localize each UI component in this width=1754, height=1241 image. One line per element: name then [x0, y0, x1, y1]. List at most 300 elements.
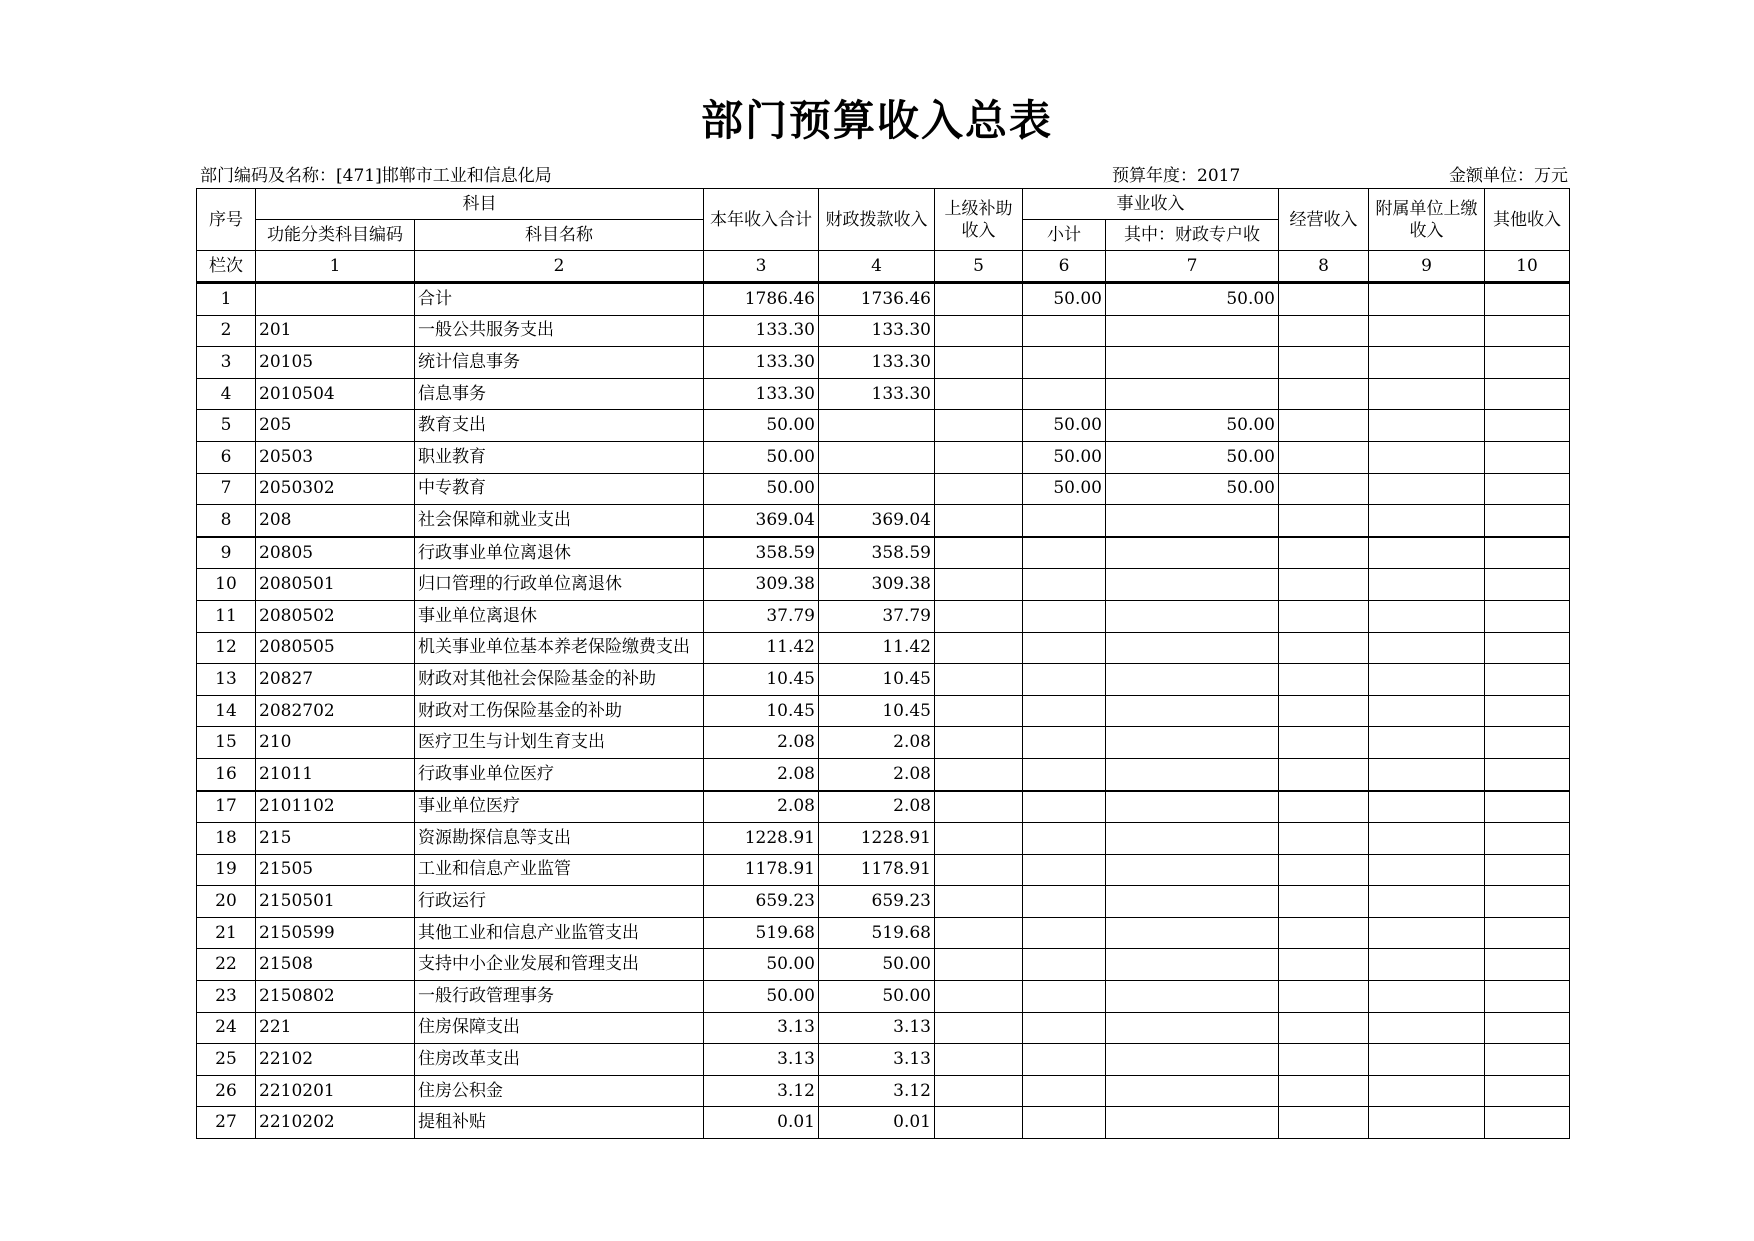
cell-func-code: 215 — [256, 823, 415, 855]
cell-total: 1786.46 — [704, 283, 819, 316]
cell-seq: 3 — [197, 347, 256, 379]
table-row — [197, 854, 1570, 886]
cell-fiscal-special — [1106, 537, 1279, 569]
cell-operating — [1279, 410, 1369, 442]
cell-superior — [935, 981, 1023, 1013]
cell-total: 133.30 — [704, 315, 819, 347]
cell-affiliated — [1369, 1044, 1485, 1076]
cell-func-code: 2080505 — [256, 632, 415, 664]
cell-superior — [935, 1075, 1023, 1107]
cell-total: 3.13 — [704, 1012, 819, 1044]
cell-total: 3.12 — [704, 1075, 819, 1107]
page-title: 部门预算收入总表 — [700, 96, 1053, 145]
table-row — [197, 347, 1570, 379]
cell-other — [1485, 347, 1570, 379]
cell-func-code: 20805 — [256, 537, 415, 569]
cell-operating — [1279, 854, 1369, 886]
header-total: 本年收入合计 — [704, 189, 819, 251]
cell-superior — [935, 949, 1023, 981]
cell-superior — [935, 347, 1023, 379]
cell-fiscal: 2.08 — [819, 791, 935, 823]
cell-seq: 15 — [197, 727, 256, 759]
cell-fiscal-special — [1106, 632, 1279, 664]
table-row — [197, 1107, 1570, 1139]
cell-fiscal-special — [1106, 758, 1279, 790]
cell-seq: 27 — [197, 1107, 256, 1139]
header-row — [197, 189, 1570, 220]
cell-fiscal: 659.23 — [819, 886, 935, 918]
table-row — [197, 473, 1570, 505]
cell-seq: 21 — [197, 917, 256, 949]
cell-operating — [1279, 1107, 1369, 1139]
cell-fiscal-special — [1106, 600, 1279, 632]
header-affiliated: 附属单位上缴收入 — [1369, 189, 1485, 251]
cell-affiliated — [1369, 505, 1485, 537]
cell-operating — [1279, 632, 1369, 664]
cell-fiscal: 133.30 — [819, 347, 935, 379]
cell-superior — [935, 791, 1023, 823]
table-row — [197, 1044, 1570, 1076]
cell-fiscal: 1228.91 — [819, 823, 935, 855]
cell-affiliated — [1369, 727, 1485, 759]
cell-func-code: 205 — [256, 410, 415, 442]
cell-affiliated — [1369, 537, 1485, 569]
cell-func-code — [256, 283, 415, 316]
table-body — [197, 283, 1570, 1139]
cell-seq: 9 — [197, 537, 256, 569]
cell-total: 10.45 — [704, 695, 819, 727]
cell-subtotal — [1023, 917, 1106, 949]
cell-subject-name: 财政对其他社会保险基金的补助 — [415, 664, 704, 696]
cell-fiscal: 50.00 — [819, 981, 935, 1013]
cell-superior — [935, 569, 1023, 601]
cell-fiscal-special — [1106, 886, 1279, 918]
cell-subject-name: 住房公积金 — [415, 1075, 704, 1107]
cell-total: 50.00 — [704, 981, 819, 1013]
cell-total: 133.30 — [704, 347, 819, 379]
cell-func-code: 2050302 — [256, 473, 415, 505]
cell-seq: 1 — [197, 283, 256, 316]
cell-seq: 2 — [197, 315, 256, 347]
cell-affiliated — [1369, 1012, 1485, 1044]
cell-func-code: 2210202 — [256, 1107, 415, 1139]
cell-superior — [935, 283, 1023, 316]
cell-affiliated — [1369, 347, 1485, 379]
cell-other — [1485, 569, 1570, 601]
cell-subject-name: 社会保障和就业支出 — [415, 505, 704, 537]
cell-subject-name: 资源勘探信息等支出 — [415, 823, 704, 855]
cell-fiscal-special — [1106, 505, 1279, 537]
cell-operating — [1279, 981, 1369, 1013]
cell-other — [1485, 854, 1570, 886]
cell-subtotal: 50.00 — [1023, 473, 1106, 505]
cell-affiliated — [1369, 949, 1485, 981]
cell-other — [1485, 1044, 1570, 1076]
table-row — [197, 537, 1570, 569]
cell-affiliated — [1369, 664, 1485, 696]
cell-func-code: 21508 — [256, 949, 415, 981]
cell-seq: 4 — [197, 378, 256, 410]
cell-subtotal — [1023, 1044, 1106, 1076]
cell-seq: 26 — [197, 1075, 256, 1107]
cell-affiliated — [1369, 315, 1485, 347]
cell-fiscal-special — [1106, 347, 1279, 379]
cell-other — [1485, 441, 1570, 473]
cell-superior — [935, 1012, 1023, 1044]
header-subject-name: 科目名称 — [415, 220, 704, 251]
cell-operating — [1279, 1075, 1369, 1107]
cell-other — [1485, 758, 1570, 790]
cell-other — [1485, 791, 1570, 823]
cell-subject-name: 工业和信息产业监管 — [415, 854, 704, 886]
cell-affiliated — [1369, 441, 1485, 473]
cell-superior — [935, 378, 1023, 410]
cell-func-code: 21505 — [256, 854, 415, 886]
cell-other — [1485, 283, 1570, 316]
amount-unit-label: 金额单位：万元 — [1449, 166, 1568, 186]
cell-other — [1485, 1107, 1570, 1139]
cell-subject-name: 住房改革支出 — [415, 1044, 704, 1076]
cell-operating — [1279, 378, 1369, 410]
budget-year-label: 预算年度：2017 — [1112, 166, 1241, 186]
cell-subtotal — [1023, 886, 1106, 918]
cell-affiliated — [1369, 791, 1485, 823]
column-number: 7 — [1106, 251, 1279, 283]
cell-fiscal: 11.42 — [819, 632, 935, 664]
cell-total: 2.08 — [704, 727, 819, 759]
cell-fiscal: 1178.91 — [819, 854, 935, 886]
cell-superior — [935, 727, 1023, 759]
column-number: 5 — [935, 251, 1023, 283]
cell-seq: 5 — [197, 410, 256, 442]
cell-fiscal-special — [1106, 791, 1279, 823]
cell-total: 50.00 — [704, 949, 819, 981]
cell-total: 358.59 — [704, 537, 819, 569]
cell-fiscal: 10.45 — [819, 695, 935, 727]
cell-fiscal — [819, 473, 935, 505]
cell-operating — [1279, 695, 1369, 727]
cell-total: 50.00 — [704, 441, 819, 473]
cell-seq: 24 — [197, 1012, 256, 1044]
column-number: 1 — [256, 251, 415, 283]
table-row — [197, 664, 1570, 696]
cell-superior — [935, 823, 1023, 855]
cell-subject-name: 医疗卫生与计划生育支出 — [415, 727, 704, 759]
cell-subtotal — [1023, 854, 1106, 886]
cell-operating — [1279, 347, 1369, 379]
cell-seq: 19 — [197, 854, 256, 886]
cell-superior — [935, 315, 1023, 347]
cell-total: 2.08 — [704, 791, 819, 823]
cell-fiscal-special: 50.00 — [1106, 441, 1279, 473]
cell-subtotal — [1023, 695, 1106, 727]
cell-other — [1485, 632, 1570, 664]
cell-subtotal: 50.00 — [1023, 441, 1106, 473]
cell-func-code: 22102 — [256, 1044, 415, 1076]
cell-subject-name: 事业单位离退休 — [415, 600, 704, 632]
cell-operating — [1279, 537, 1369, 569]
column-number-label: 栏次 — [197, 251, 256, 283]
cell-affiliated — [1369, 283, 1485, 316]
cell-seq: 20 — [197, 886, 256, 918]
cell-operating — [1279, 949, 1369, 981]
table-row — [197, 695, 1570, 727]
cell-other — [1485, 505, 1570, 537]
cell-subject-name: 统计信息事务 — [415, 347, 704, 379]
table-row — [197, 823, 1570, 855]
cell-func-code: 2210201 — [256, 1075, 415, 1107]
cell-fiscal-special — [1106, 695, 1279, 727]
cell-operating — [1279, 664, 1369, 696]
cell-total: 2.08 — [704, 758, 819, 790]
cell-func-code: 2101102 — [256, 791, 415, 823]
cell-subject-name: 教育支出 — [415, 410, 704, 442]
table-row — [197, 1075, 1570, 1107]
cell-subtotal — [1023, 505, 1106, 537]
cell-total: 50.00 — [704, 410, 819, 442]
cell-superior — [935, 758, 1023, 790]
cell-seq: 16 — [197, 758, 256, 790]
cell-other — [1485, 410, 1570, 442]
cell-total: 0.01 — [704, 1107, 819, 1139]
table-row — [197, 315, 1570, 347]
cell-superior — [935, 1107, 1023, 1139]
cell-operating — [1279, 917, 1369, 949]
cell-fiscal-special: 50.00 — [1106, 410, 1279, 442]
cell-other — [1485, 664, 1570, 696]
cell-fiscal: 133.30 — [819, 315, 935, 347]
table-row — [197, 410, 1570, 442]
header-other: 其他收入 — [1485, 189, 1570, 251]
cell-fiscal-special — [1106, 823, 1279, 855]
cell-subject-name: 合计 — [415, 283, 704, 316]
cell-operating — [1279, 473, 1369, 505]
cell-fiscal: 10.45 — [819, 664, 935, 696]
cell-subtotal: 50.00 — [1023, 410, 1106, 442]
table-row — [197, 791, 1570, 823]
cell-total: 10.45 — [704, 664, 819, 696]
cell-superior — [935, 886, 1023, 918]
cell-fiscal-special — [1106, 854, 1279, 886]
cell-fiscal: 0.01 — [819, 1107, 935, 1139]
cell-func-code: 2080502 — [256, 600, 415, 632]
table-row — [197, 600, 1570, 632]
cell-subject-name: 行政运行 — [415, 886, 704, 918]
cell-subtotal — [1023, 981, 1106, 1013]
cell-other — [1485, 949, 1570, 981]
column-number-row — [197, 251, 1570, 283]
cell-operating — [1279, 758, 1369, 790]
cell-affiliated — [1369, 695, 1485, 727]
cell-other — [1485, 378, 1570, 410]
cell-seq: 17 — [197, 791, 256, 823]
table-header — [197, 189, 1570, 283]
cell-affiliated — [1369, 569, 1485, 601]
cell-fiscal-special — [1106, 1107, 1279, 1139]
cell-affiliated — [1369, 854, 1485, 886]
cell-other — [1485, 727, 1570, 759]
cell-operating — [1279, 505, 1369, 537]
cell-operating — [1279, 1044, 1369, 1076]
cell-operating — [1279, 441, 1369, 473]
cell-operating — [1279, 886, 1369, 918]
cell-fiscal — [819, 441, 935, 473]
cell-subject-name: 一般行政管理事务 — [415, 981, 704, 1013]
cell-total: 37.79 — [704, 600, 819, 632]
cell-other — [1485, 537, 1570, 569]
cell-other — [1485, 695, 1570, 727]
cell-operating — [1279, 315, 1369, 347]
cell-func-code: 2150802 — [256, 981, 415, 1013]
cell-other — [1485, 600, 1570, 632]
cell-func-code: 208 — [256, 505, 415, 537]
cell-fiscal: 133.30 — [819, 378, 935, 410]
cell-func-code: 2150501 — [256, 886, 415, 918]
cell-fiscal: 369.04 — [819, 505, 935, 537]
cell-total: 519.68 — [704, 917, 819, 949]
cell-total: 659.23 — [704, 886, 819, 918]
cell-superior — [935, 695, 1023, 727]
cell-subject-name: 机关事业单位基本养老保险缴费支出 — [415, 632, 704, 664]
cell-func-code: 2082702 — [256, 695, 415, 727]
cell-other — [1485, 473, 1570, 505]
header-seq: 序号 — [197, 189, 256, 251]
cell-fiscal: 50.00 — [819, 949, 935, 981]
cell-superior — [935, 441, 1023, 473]
cell-subject-name: 一般公共服务支出 — [415, 315, 704, 347]
cell-seq: 11 — [197, 600, 256, 632]
cell-total: 1228.91 — [704, 823, 819, 855]
cell-subtotal: 50.00 — [1023, 283, 1106, 316]
cell-other — [1485, 1075, 1570, 1107]
header-fiscal-special: 其中：财政专户收 — [1106, 220, 1279, 251]
table-row — [197, 441, 1570, 473]
cell-fiscal: 37.79 — [819, 600, 935, 632]
cell-func-code: 221 — [256, 1012, 415, 1044]
cell-subject-name: 住房保障支出 — [415, 1012, 704, 1044]
cell-fiscal-special — [1106, 1044, 1279, 1076]
cell-subject-name: 其他工业和信息产业监管支出 — [415, 917, 704, 949]
column-number: 10 — [1485, 251, 1570, 283]
cell-seq: 23 — [197, 981, 256, 1013]
header-superior: 上级补助收入 — [935, 189, 1023, 251]
table-row — [197, 569, 1570, 601]
cell-fiscal-special: 50.00 — [1106, 283, 1279, 316]
cell-fiscal: 3.12 — [819, 1075, 935, 1107]
cell-func-code: 210 — [256, 727, 415, 759]
cell-fiscal: 2.08 — [819, 727, 935, 759]
cell-affiliated — [1369, 378, 1485, 410]
cell-subject-name: 提租补贴 — [415, 1107, 704, 1139]
cell-operating — [1279, 791, 1369, 823]
cell-subject-name: 职业教育 — [415, 441, 704, 473]
column-number: 6 — [1023, 251, 1106, 283]
cell-subtotal — [1023, 632, 1106, 664]
table-row — [197, 981, 1570, 1013]
cell-other — [1485, 886, 1570, 918]
table-row — [197, 378, 1570, 410]
table-row — [197, 283, 1570, 316]
cell-affiliated — [1369, 886, 1485, 918]
cell-subtotal — [1023, 949, 1106, 981]
cell-seq: 22 — [197, 949, 256, 981]
cell-total: 369.04 — [704, 505, 819, 537]
cell-func-code: 201 — [256, 315, 415, 347]
cell-total: 309.38 — [704, 569, 819, 601]
cell-subtotal — [1023, 378, 1106, 410]
cell-fiscal-special — [1106, 315, 1279, 347]
cell-subtotal — [1023, 823, 1106, 855]
column-number: 2 — [415, 251, 704, 283]
column-number: 3 — [704, 251, 819, 283]
cell-operating — [1279, 569, 1369, 601]
cell-seq: 14 — [197, 695, 256, 727]
cell-fiscal: 3.13 — [819, 1044, 935, 1076]
cell-seq: 8 — [197, 505, 256, 537]
cell-other — [1485, 823, 1570, 855]
cell-seq: 25 — [197, 1044, 256, 1076]
cell-affiliated — [1369, 981, 1485, 1013]
cell-affiliated — [1369, 632, 1485, 664]
cell-subtotal — [1023, 600, 1106, 632]
budget-income-table — [196, 188, 1570, 1139]
table-row — [197, 727, 1570, 759]
cell-affiliated — [1369, 410, 1485, 442]
cell-fiscal-special: 50.00 — [1106, 473, 1279, 505]
cell-subject-name: 中专教育 — [415, 473, 704, 505]
header-operating: 经营收入 — [1279, 189, 1369, 251]
cell-func-code: 2150599 — [256, 917, 415, 949]
cell-fiscal: 309.38 — [819, 569, 935, 601]
cell-fiscal: 3.13 — [819, 1012, 935, 1044]
cell-fiscal-special — [1106, 1012, 1279, 1044]
cell-fiscal-special — [1106, 917, 1279, 949]
cell-superior — [935, 505, 1023, 537]
cell-other — [1485, 917, 1570, 949]
cell-superior — [935, 537, 1023, 569]
cell-subject-name: 信息事务 — [415, 378, 704, 410]
cell-fiscal-special — [1106, 569, 1279, 601]
cell-func-code: 20827 — [256, 664, 415, 696]
table-row — [197, 758, 1570, 790]
cell-fiscal-special — [1106, 981, 1279, 1013]
header-func-code: 功能分类科目编码 — [256, 220, 415, 251]
cell-fiscal-special — [1106, 1075, 1279, 1107]
cell-subtotal — [1023, 727, 1106, 759]
cell-operating — [1279, 283, 1369, 316]
cell-operating — [1279, 823, 1369, 855]
cell-affiliated — [1369, 1075, 1485, 1107]
cell-superior — [935, 600, 1023, 632]
cell-affiliated — [1369, 758, 1485, 790]
cell-subject-name: 事业单位医疗 — [415, 791, 704, 823]
header-subject: 科目 — [256, 189, 704, 220]
header-fiscal: 财政拨款收入 — [819, 189, 935, 251]
table-row — [197, 1012, 1570, 1044]
cell-subject-name: 支持中小企业发展和管理支出 — [415, 949, 704, 981]
cell-func-code: 20503 — [256, 441, 415, 473]
cell-fiscal-special — [1106, 949, 1279, 981]
cell-seq: 12 — [197, 632, 256, 664]
cell-fiscal: 358.59 — [819, 537, 935, 569]
cell-fiscal-special — [1106, 664, 1279, 696]
header-business: 事业收入 — [1023, 189, 1279, 220]
cell-total: 50.00 — [704, 473, 819, 505]
table-row — [197, 949, 1570, 981]
cell-total: 133.30 — [704, 378, 819, 410]
cell-superior — [935, 917, 1023, 949]
cell-affiliated — [1369, 823, 1485, 855]
